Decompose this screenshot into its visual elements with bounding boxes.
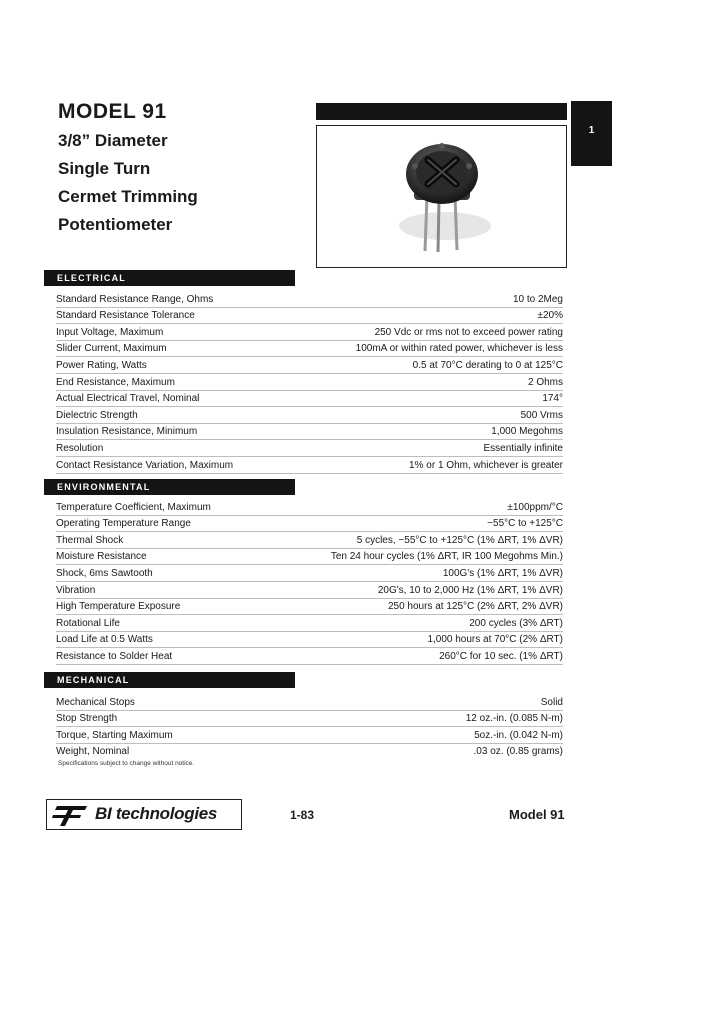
spec-label: Actual Electrical Travel, Nominal [56, 393, 200, 405]
environmental-spec-table [56, 499, 563, 665]
spec-label: Input Voltage, Maximum [56, 326, 164, 338]
spec-label: Power Rating, Watts [56, 359, 147, 371]
spec-value: −55°C to +125°C [487, 518, 563, 530]
mechanical-spec-table [56, 694, 563, 759]
spec-label: Load Life at 0.5 Watts [56, 634, 153, 646]
potentiometer-image [317, 126, 565, 266]
table-row [56, 291, 563, 308]
spec-value: 1,000 hours at 70°C (2% ΔRT) [427, 634, 563, 646]
product-photo-frame [316, 125, 567, 268]
table-row [56, 582, 563, 599]
section-heading-electrical: ELECTRICAL [44, 270, 295, 286]
spec-label: Standard Resistance Range, Ohms [56, 293, 214, 305]
spec-value: Essentially infinite [483, 442, 563, 454]
subtitle-line-3: Cermet Trimming [58, 187, 198, 206]
spec-value: Solid [540, 696, 563, 708]
spec-value: 500 Vrms [520, 409, 563, 421]
table-row [56, 499, 563, 516]
table-row [56, 599, 563, 616]
spec-label: Insulation Resistance, Minimum [56, 426, 198, 438]
table-row [56, 565, 563, 582]
spec-value: ±100ppm/°C [507, 501, 563, 513]
spec-label: Mechanical Stops [56, 696, 135, 708]
spec-value: 5 cycles, −55°C to +125°C (1% ΔRT, 1% ΔVR) [356, 534, 563, 546]
spec-value: 20G's, 10 to 2,000 Hz (1% ΔRT, 1% ΔVR) [377, 584, 563, 596]
spec-label: Rotational Life [56, 617, 120, 629]
header-bar [316, 103, 567, 120]
spec-value: 100G's (1% ΔRT, 1% ΔVR) [442, 567, 563, 579]
table-row [56, 549, 563, 566]
table-row [56, 744, 563, 760]
table-row [56, 711, 563, 728]
spec-value: 0.5 at 70°C derating to 0 at 125°C [412, 359, 563, 371]
table-row [56, 516, 563, 533]
spec-value: 250 hours at 125°C (2% ΔRT, 2% ΔVR) [387, 601, 563, 613]
table-row [56, 391, 563, 408]
table-row [56, 440, 563, 457]
spec-value: 174° [542, 393, 563, 405]
table-row [56, 407, 563, 424]
spec-value: 1,000 Megohms [491, 426, 563, 438]
spec-label: Torque, Starting Maximum [56, 729, 173, 741]
spec-label: Vibration [56, 584, 96, 596]
table-row [56, 357, 563, 374]
spec-label: Thermal Shock [56, 534, 124, 546]
subtitle-line-1: 3/8” Diameter [58, 131, 168, 150]
table-row [56, 374, 563, 391]
table-row [56, 324, 563, 341]
spec-label: Weight, Nominal [56, 746, 130, 758]
page-number: 1-83 [290, 808, 315, 822]
table-row [56, 648, 563, 665]
spec-label: End Resistance, Maximum [56, 376, 175, 388]
spec-value: .03 oz. (0.85 grams) [473, 746, 563, 758]
table-row [56, 727, 563, 744]
table-row [56, 694, 563, 711]
spec-label: Temperature Coefficient, Maximum [56, 501, 211, 513]
spec-value: 12 oz.-in. (0.085 N-m) [465, 713, 563, 725]
footer-model-name: Model 91 [509, 807, 565, 822]
spec-label: Standard Resistance Tolerance [56, 310, 195, 322]
spec-label: Resolution [56, 442, 104, 454]
spec-value: 5oz.-in. (0.042 N-m) [474, 729, 563, 741]
spec-label: Shock, 6ms Sawtooth [56, 567, 153, 579]
table-row [56, 424, 563, 441]
spec-value: 250 Vdc or rms not to exceed power rating [374, 326, 563, 338]
table-row [56, 308, 563, 325]
spec-label: Resistance to Solder Heat [56, 650, 173, 662]
section-heading-mechanical: MECHANICAL [44, 672, 295, 688]
spec-label: Contact Resistance Variation, Maximum [56, 459, 234, 471]
logo-text: BI technologies [95, 804, 218, 823]
section-heading-environmental: ENVIRONMENTAL [44, 479, 295, 495]
bi-logo-icon [51, 800, 91, 828]
spec-label: Operating Temperature Range [56, 518, 191, 530]
table-row [56, 632, 563, 649]
spec-value: ±20% [537, 310, 563, 322]
subtitle-line-2: Single Turn [58, 159, 151, 178]
spec-value: 260°C for 10 sec. (1% ΔRT) [439, 650, 563, 662]
spec-value: 200 cycles (3% ΔRT) [469, 617, 563, 629]
spec-label: Moisture Resistance [56, 551, 147, 563]
table-row [56, 615, 563, 632]
page-title: MODEL 91 [58, 100, 167, 123]
spec-value: Ten 24 hour cycles (1% ΔRT, IR 100 Megohms Min.) [330, 551, 563, 563]
spec-value: 1% or 1 Ohm, whichever is greater [409, 459, 563, 471]
spec-label: Slider Current, Maximum [56, 343, 167, 355]
subtitle-line-4: Potentiometer [58, 215, 173, 234]
table-row [56, 457, 563, 474]
electrical-spec-table [56, 291, 563, 474]
spec-value: 10 to 2Meg [512, 293, 563, 305]
specification-note: Specifications subject to change without notice. [58, 760, 195, 767]
table-row [56, 341, 563, 358]
spec-label: Stop Strength [56, 713, 118, 725]
spec-value: 100mA or within rated power, whichever is less [355, 343, 563, 355]
section-tab: 1 [571, 101, 612, 166]
table-row [56, 532, 563, 549]
spec-value: 2 Ohms [527, 376, 563, 388]
spec-label: Dielectric Strength [56, 409, 138, 421]
spec-label: High Temperature Exposure [56, 601, 181, 613]
